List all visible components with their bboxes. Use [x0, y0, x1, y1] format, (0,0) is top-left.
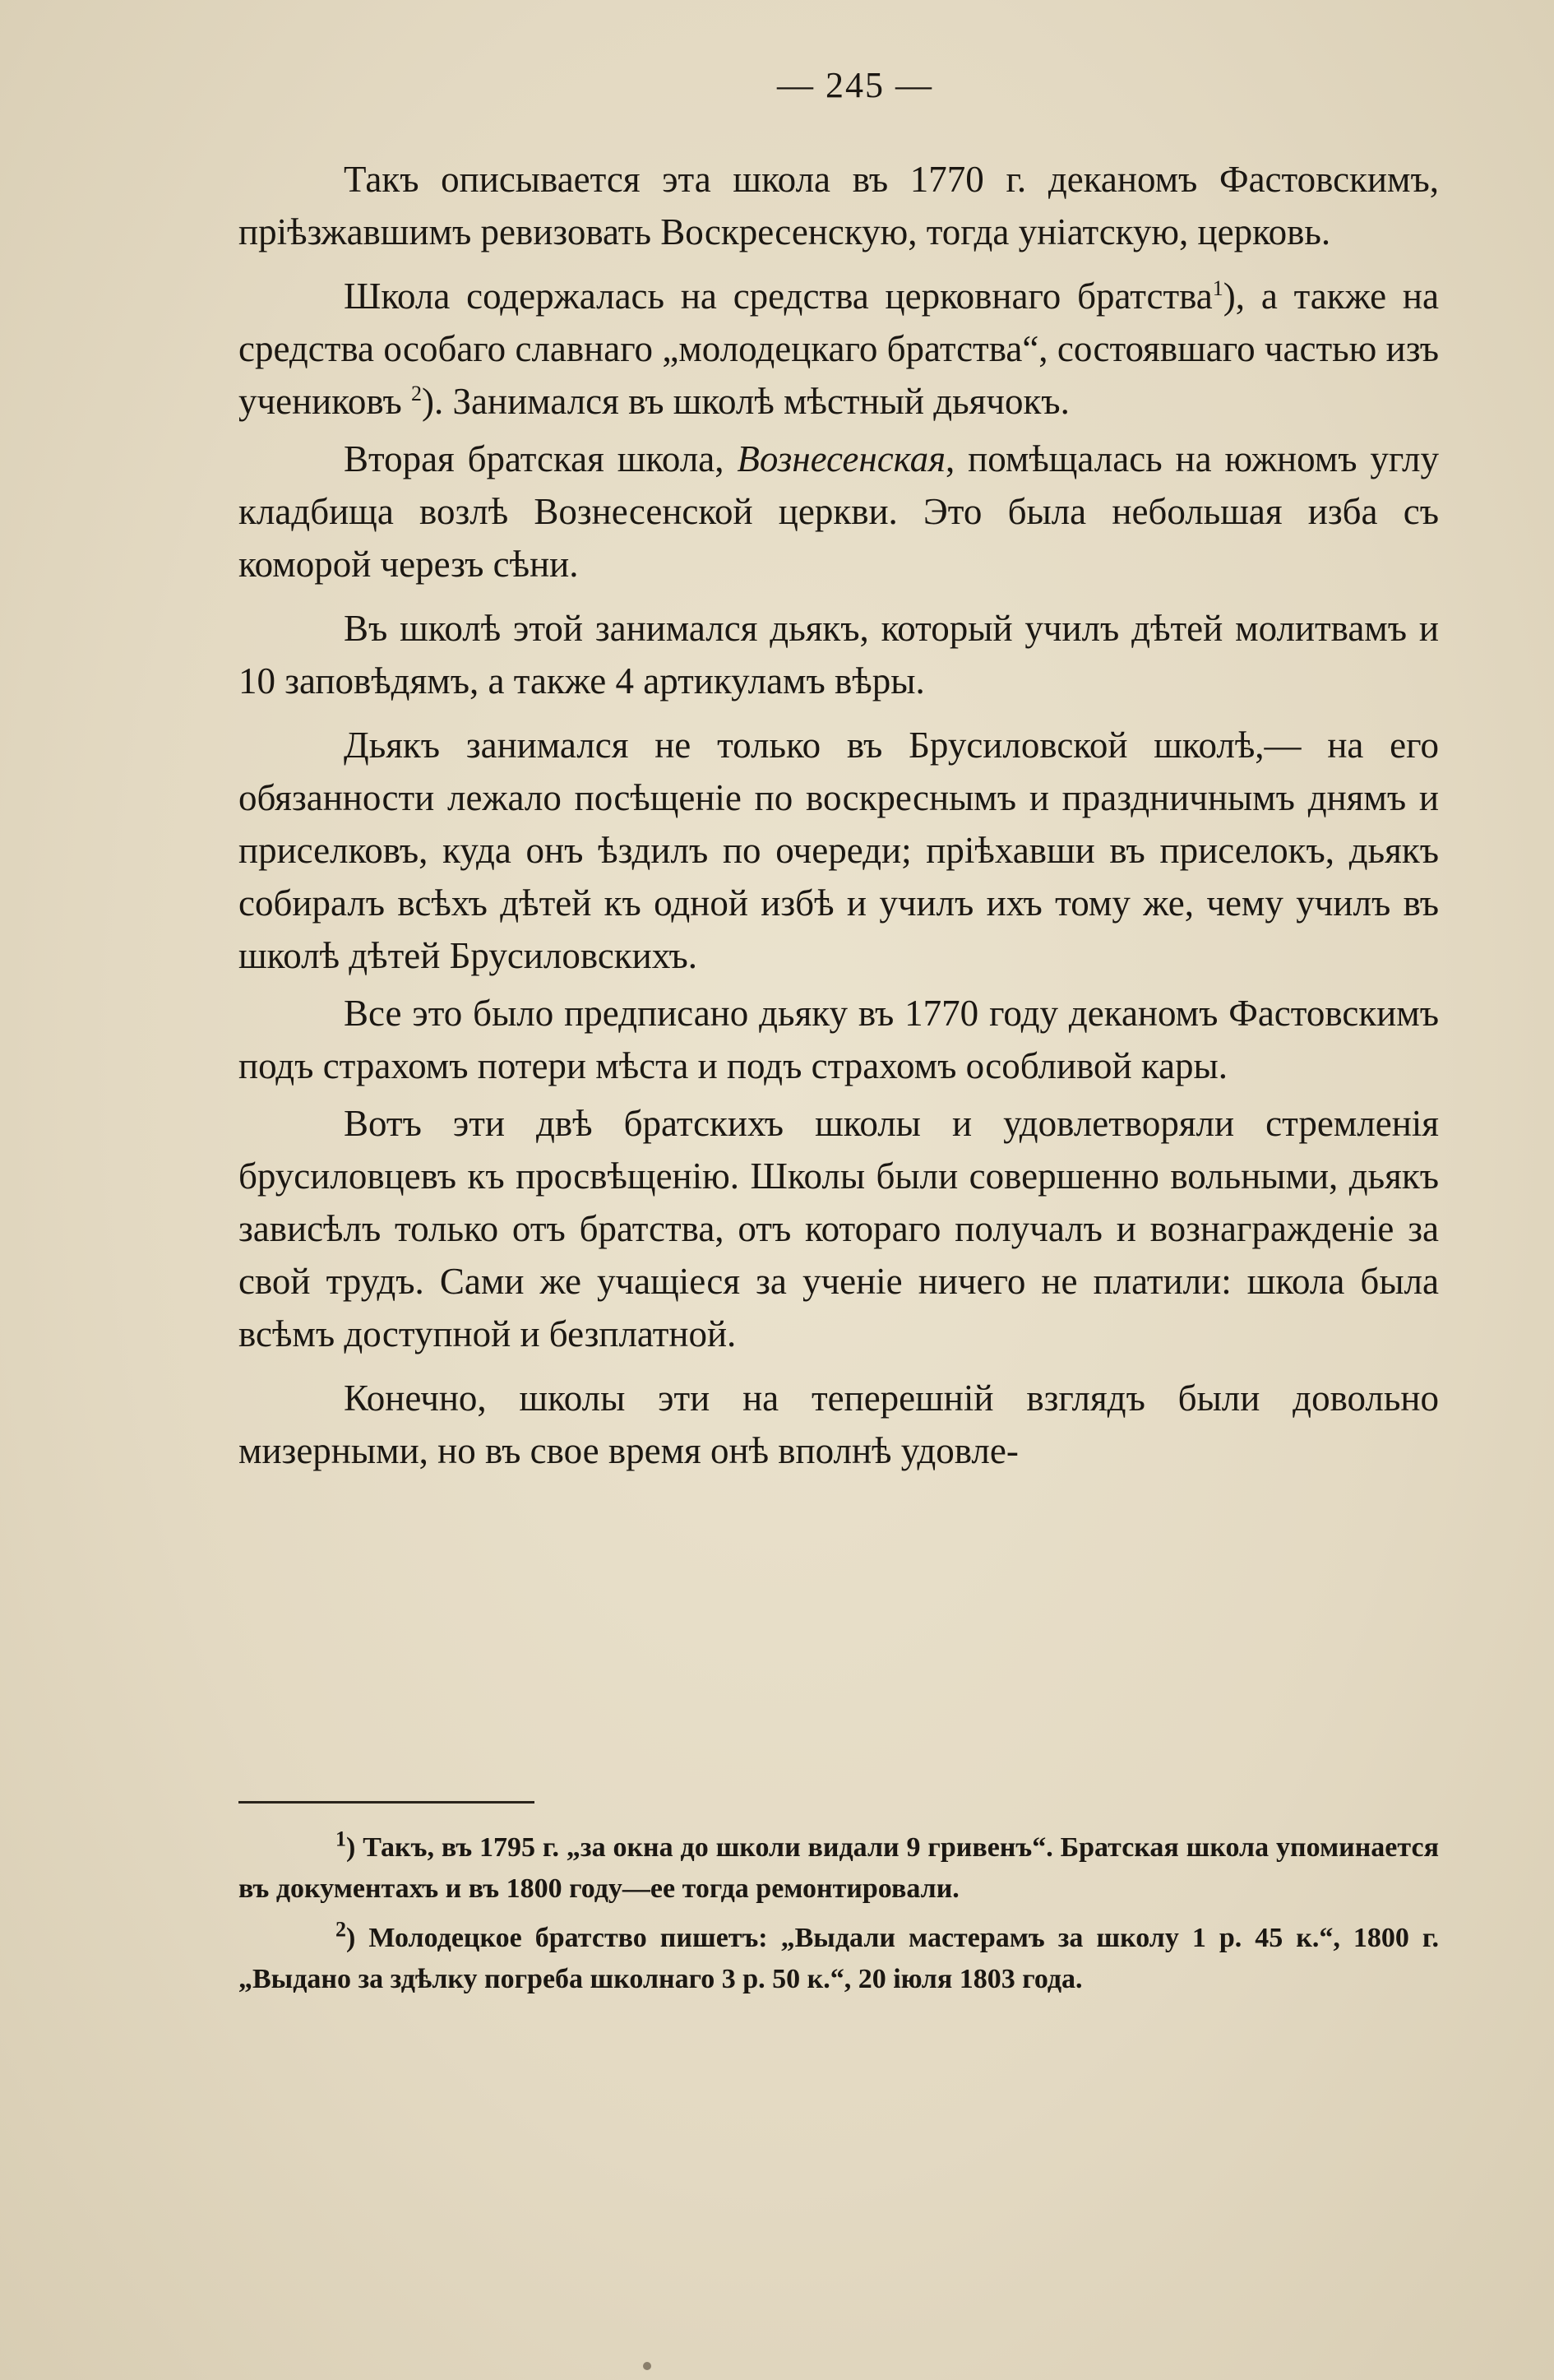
print-speck [643, 2362, 651, 2370]
paragraph: Въ школѣ этой занимался дьякъ, который училъ дѣтей молитвамъ и 10 заповѣдямъ, а также 4 артикуламъ вѣры. [238, 608, 1439, 701]
paragraph: Вотъ эти двѣ братскихъ школы и удовлетворяли стремленія брусиловцевъ къ просвѣщенію. Школы были совершенно вольными, дьякъ зависѣлъ только отъ братства, отъ котораго получалъ и вознагражденіе за свой трудъ. Сами же учащіеся за ученіе ничего не платили: школа была всѣмъ доступной и безплатной. [238, 1103, 1439, 1354]
text-run: Школа содержалась на средства церковнаго братства [344, 276, 1213, 317]
footnote-mark: 1 [335, 1827, 346, 1851]
text-run: , помѣщалась на южномъ углу кладбища возлѣ Вознесенской церкви. Это была небольшая изба съ коморой черезъ сѣни. [238, 438, 1439, 585]
footnote-mark: 2 [335, 1917, 346, 1942]
page-number: — 245 — [777, 65, 933, 105]
footnote-ref: 1 [1212, 276, 1223, 300]
footnote [238, 1918, 1439, 2000]
text-run: ). Занимался въ школѣ мѣстный дьячокъ. [422, 381, 1070, 422]
footnote-text: ) Такъ, въ 1795 г. „за окна до школи видали 9 гривенъ“. Братская школа упоминается въ документахъ и въ 1800 году—ее тогда ремонтировали. [238, 1832, 1439, 1904]
text-run: ), а также на средства особаго славнаго „молодецкаго братства“, состоявшаго частью изъ учениковъ [238, 276, 1439, 422]
text-run: Вторая братская школа, [344, 438, 738, 479]
paragraph [238, 270, 1439, 428]
footnote-text: ) Молодецкое братство пишетъ: „Выдали мастерамъ за школу 1 р. 45 к.“, 1800 г. „Выдано за здѣлку погреба школнаго 3 р. 50 к.“, 20 іюля 1803 года. [238, 1923, 1439, 1994]
footnote-ref: 2 [411, 382, 422, 405]
italic-school-name: Вознесенская [737, 438, 946, 479]
paragraph: Такъ описывается эта школа въ 1770 г. деканомъ Фастовскимъ, пріѣзжавшимъ ревизовать Воскресенскую, тогда уніатскую, церковь. [238, 159, 1439, 252]
paragraph: Конечно, школы эти на теперешній взглядъ были довольно мизерными, но въ свое время онѣ вполнѣ удовле- [238, 1378, 1439, 1471]
footnotes [238, 1827, 1439, 2008]
footnote [238, 1827, 1439, 1910]
main-text [238, 153, 1439, 1482]
footnote-separator [238, 1801, 534, 1804]
paragraph: Дьякъ занимался не только въ Брусиловской школѣ,— на его обязанности лежало посѣщеніе по воскреснымъ и праздничнымъ днямъ и приселковъ, куда онъ ѣздилъ по очереди; пріѣхавши въ приселокъ, дьякъ собиралъ всѣхъ дѣтей къ одной избѣ и училъ ихъ тому же, чему училъ въ школѣ дѣтей Брусиловскихъ. [238, 725, 1439, 976]
paragraph: Все это было предписано дьяку въ 1770 году деканомъ Фастовскимъ подъ страхомъ потери мѣста и подъ страхомъ особливой кары. [238, 993, 1439, 1086]
paragraph [238, 433, 1439, 590]
